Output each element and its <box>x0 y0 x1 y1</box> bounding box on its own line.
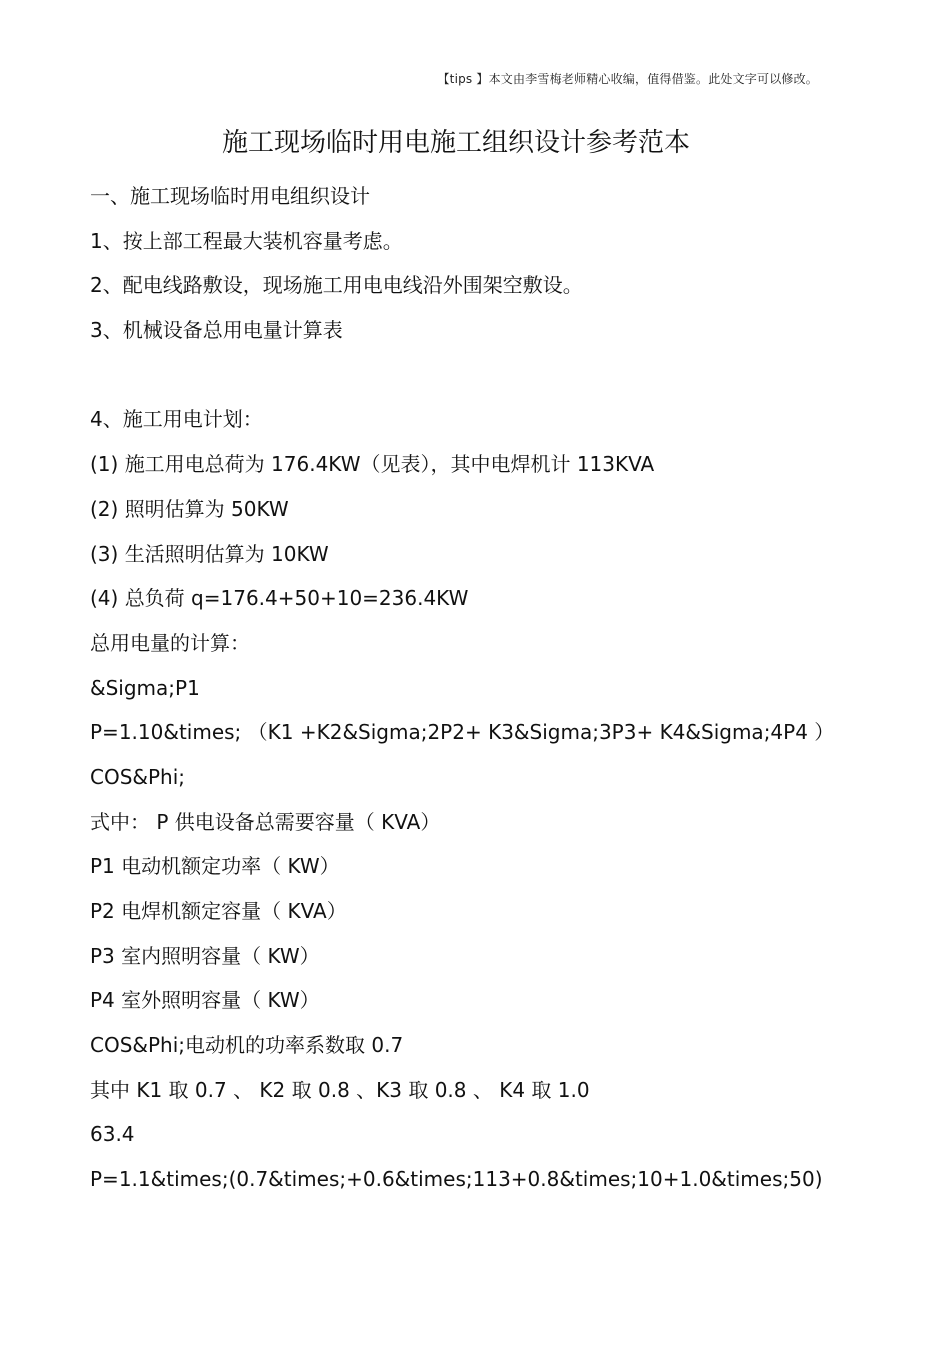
formula-denominator: COS&Phi; <box>90 764 186 789</box>
plan-item-3: (3) 生活照明估算为 10KW <box>90 541 329 566</box>
definition-p3: P3 室内照明容量（ KW） <box>90 943 320 968</box>
calc-heading: 总用电量的计算： <box>90 630 250 655</box>
text-line-3: 3、机械设备总用电量计算表 <box>90 318 343 343</box>
numeric-value: 63.4 <box>90 1122 135 1147</box>
definition-cos: COS&Phi;电动机的功率系数取 0.7 <box>90 1033 404 1058</box>
section-heading-1: 一、施工现场临时用电组织设计 <box>90 184 370 208</box>
definition-p2: P2 电焊机额定容量（ KVA） <box>90 899 347 923</box>
text-line-2: 2、配电线路敷设，现场施工用电电线沿外围架空敷设。 <box>90 273 583 298</box>
plan-item-2: (2) 照明估算为 50KW <box>90 496 289 521</box>
plan-item-1: (1) 施工用电总荷为 176.4KW（见表），其中电焊机计 113KVA <box>90 452 655 477</box>
formula-numerator: &Sigma;P1 <box>90 675 200 700</box>
definition-p1: P1 电动机额定功率（ KW） <box>90 854 340 879</box>
formula-main: P=1.10&times; （K1 +K2&Sigma;2P2+ K3&Sigma;3P3+ K4&Sigma;4P4 ） <box>90 720 835 745</box>
formula-substituted: P=1.1&times;(0.7&times;+0.6&times;113+0.8&times;10+1.0&times;50) <box>90 1167 823 1192</box>
document-body <box>90 174 910 1202</box>
coefficients-line: 其中 K1 取 0.7 、 K2 取 0.8 、K3 取 0.8 、 K4 取 1.0 <box>90 1077 590 1102</box>
definition-p: 式中： P 供电设备总需要容量（ KVA） <box>90 809 441 834</box>
blank-line <box>90 353 910 398</box>
text-line-4: 4、施工用电计划： <box>90 407 263 432</box>
document-title: 施工现场临时用电施工组织设计参考范本 <box>221 128 690 158</box>
definition-p4: P4 室外照明容量（ KW） <box>90 988 320 1013</box>
tips-note: 【tips 】本文由李雪梅老师精心收编，值得借鉴。此处文字可以修改。 <box>437 72 818 86</box>
plan-item-4: (4) 总负荷 q=176.4+50+10=236.4KW <box>90 586 469 611</box>
text-line-1: 1、按上部工程最大装机容量考虑。 <box>90 228 403 253</box>
